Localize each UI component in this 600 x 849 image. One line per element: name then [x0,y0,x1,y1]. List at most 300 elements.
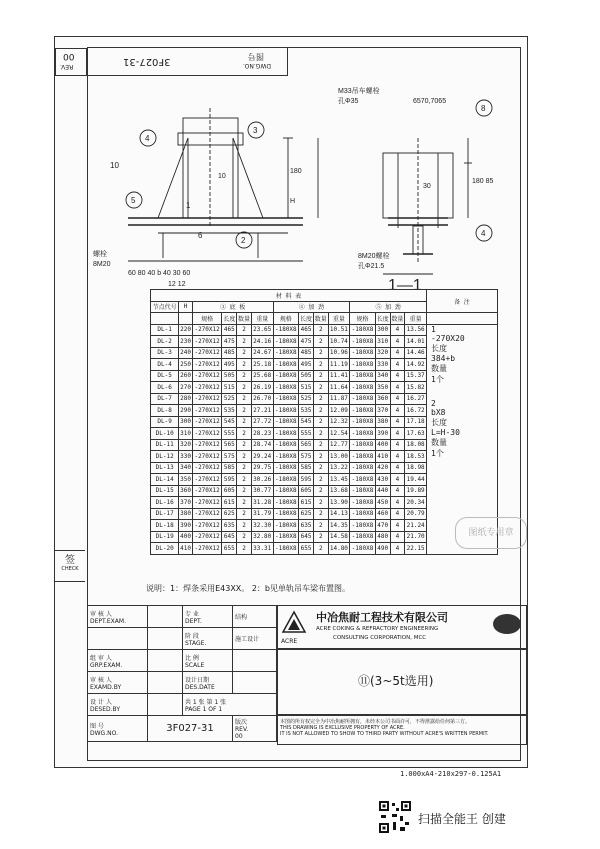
scanner-footer: 扫描全能王 创建 [418,812,506,826]
table-cell: 30.77 [251,485,273,497]
table-cell: -180X8 [273,416,299,428]
table-cell: -180X8 [350,485,376,497]
table-cell: 26.70 [251,393,273,405]
dwgno-cn: 图 号 [90,722,104,730]
paper-size: 1.000xA4-210x297-0.125A1 [400,770,502,778]
remark-item2-qty: 1个 [431,448,444,458]
stage-en: STAGE. [185,639,207,647]
table-cell: DL-1 [151,324,179,336]
check-block [55,550,85,582]
table-cell: 10.51 [328,324,350,336]
table-cell: 330 [375,359,390,371]
table-cell: -270X12 [192,393,222,405]
table-cell: 480 [375,531,390,543]
table-cell: -180X8 [273,370,299,382]
material-table [150,289,498,555]
table-cell: 525 [222,393,237,405]
remark-item2-len-label: 长度 [431,417,447,427]
table-cell: 515 [222,382,237,394]
table-cell: -180X8 [273,336,299,348]
table-cell: -270X12 [192,370,222,382]
stiffener-left [158,138,188,218]
page-en: PAGE 1 OF 1 [185,705,223,713]
table-cell: 4 [390,508,405,520]
header-rev-box [55,48,87,76]
table-cell: 340 [179,462,192,474]
table-cell: 4 [390,359,405,371]
table-cell: 360 [375,393,390,405]
table-cell: -180X8 [350,428,376,440]
table-cell: -180X8 [273,428,299,440]
table-cell: 4 [390,451,405,463]
subhead-cell: 数量 [237,313,252,325]
table-cell: 18.08 [405,439,427,451]
table-cell: 4 [390,416,405,428]
table-cell: 4 [390,474,405,486]
table-cell: 450 [375,497,390,509]
table-cell: 12.54 [328,428,350,440]
table-cell: 400 [375,439,390,451]
table-cell: 460 [375,508,390,520]
copyright-en2: IT IS NOT ALLOWED TO SHOW TO THIRD PARTY WITHOUT ACRE'S WRITTEN PERMIT. [280,731,489,737]
table-cell: 21.70 [405,531,427,543]
subhead-h [179,313,192,325]
table-cell: -180X8 [350,416,376,428]
remark-item2-no: 2 [431,398,436,408]
section-callout-4: 4 [481,229,486,238]
table-cell: 2 [313,543,328,555]
remark-item1-len-label: 长度 [431,343,447,353]
table-cell: 2 [313,451,328,463]
table-cell: 2 [237,405,252,417]
table-cell: 2 [237,393,252,405]
table-cell: 495 [299,359,314,371]
table-cell: DL-14 [151,474,179,486]
remark-item2-spec: bX8 [431,407,446,417]
callout-3: 3 [253,126,258,135]
table-cell: 13.22 [328,462,350,474]
drawing-title: ⑪(3~5t选用) [358,674,434,688]
qr-code-icon [378,800,412,834]
table-cell: DL-20 [151,543,179,555]
subhead-node [151,313,179,325]
table-cell: 4 [390,462,405,474]
table-cell: 465 [299,324,314,336]
table-cell: -270X12 [192,531,222,543]
table-cell: 615 [299,497,314,509]
table-cell: 28.74 [251,439,273,451]
table-cell: -180X8 [273,347,299,359]
dims-bottom: 60 80 40 b 40 30 60 [128,270,191,277]
table-cell: 2 [237,543,252,555]
table-cell: -180X8 [350,405,376,417]
table-cell: 595 [222,474,237,486]
table-cell: 4 [390,543,405,555]
copyright-block [277,715,527,745]
table-cell: 2 [237,324,252,336]
date-en: DES.DATE [185,683,215,691]
table-cell: 10.96 [328,347,350,359]
group3-header: ③ 底 板 [192,301,273,313]
table-cell: 475 [222,336,237,348]
table-cell: 2 [313,520,328,532]
subhead-cell: 数量 [390,313,405,325]
table-cell: 485 [299,347,314,359]
table-cell: 11.19 [328,359,350,371]
table-cell: 4 [390,428,405,440]
table-cell: 565 [299,439,314,451]
table-cell: 30.26 [251,474,273,486]
stamp-icon: 图纸专用章 [455,517,527,549]
table-cell: 645 [299,531,314,543]
table-cell: 4 [390,405,405,417]
table-cell: 2 [313,370,328,382]
table-cell: 320 [375,347,390,359]
table-cell: 2 [313,336,328,348]
table-cell: 20.34 [405,497,427,509]
table-cell: 4 [390,336,405,348]
subhead-cell: 规格 [350,313,376,325]
table-cell: -270X12 [192,405,222,417]
subhead-remarks [427,313,498,325]
col-h: H [179,301,192,313]
table-cell: 27.21 [251,405,273,417]
date-cn: 设计日期 [185,676,210,684]
table-cell: 18.98 [405,462,427,474]
table-cell: 21.24 [405,520,427,532]
remark-item2-len: L=H-30 [431,427,460,437]
table-cell: 17.63 [405,428,427,440]
table-cell: 2 [237,347,252,359]
table-cell: 390 [375,428,390,440]
table-cell: -180X8 [350,531,376,543]
table-title: 材 料 表 [151,290,427,302]
table-cell: -180X8 [350,336,376,348]
table-cell: 645 [222,531,237,543]
table-cell: 370 [179,497,192,509]
table-cell: 290 [179,405,192,417]
dept-en: DEPT. [185,617,202,625]
table-cell: -180X8 [273,474,299,486]
table-cell: 280 [179,393,192,405]
table-cell: -180X8 [273,405,299,417]
table-cell: -180X8 [273,324,299,336]
table-cell: 12.77 [328,439,350,451]
table-cell: -270X12 [192,520,222,532]
table-cell: -270X12 [192,439,222,451]
table-cell: 22.15 [405,543,427,555]
table-cell: 555 [222,428,237,440]
table-row [151,324,498,336]
table-cell: -180X8 [350,462,376,474]
callout-10: 10 [110,161,119,170]
section-dims-top: 6570,7065 [413,98,447,105]
table-cell: 24.16 [251,336,273,348]
table-cell: 635 [222,520,237,532]
remark-item1-qty-label: 数量 [431,363,447,373]
table-cell: 605 [299,485,314,497]
logo-text: ACRE [281,638,298,645]
table-cell: 535 [299,405,314,417]
section-hole: 孔Φ35 [338,98,359,105]
table-cell: 320 [179,439,192,451]
drawing-title-block [277,649,527,715]
table-cell: 340 [375,370,390,382]
table-cell: -180X8 [350,497,376,509]
table-cell: 380 [179,508,192,520]
table-cell: 27.72 [251,416,273,428]
detail-drawing [88,78,520,298]
subhead-cell: 长度 [222,313,237,325]
remark-item1-spec: -270X20 [431,333,465,343]
table-cell: 545 [299,416,314,428]
table-cell: 330 [179,451,192,463]
table-cell: 4 [390,393,405,405]
subhead-cell: 重量 [251,313,273,325]
table-cell: -270X12 [192,451,222,463]
grp-cn: 组 审 人 [90,654,112,662]
table-cell: 2 [237,416,252,428]
table-cell: 31.79 [251,508,273,520]
table-cell: 33.31 [251,543,273,555]
table-cell: 250 [179,359,192,371]
table-cell: 350 [179,474,192,486]
table-cell: 25.18 [251,359,273,371]
table-cell: DL-11 [151,439,179,451]
table-cell: 13.68 [328,485,350,497]
signature-table [87,605,277,742]
stage-val: 施工设计 [235,636,260,643]
table-cell: -180X8 [350,508,376,520]
table-cell: 585 [299,462,314,474]
table-cell: -180X8 [350,324,376,336]
table-cell: 585 [222,462,237,474]
scale-en: SCALE [185,661,205,669]
table-cell: 2 [237,462,252,474]
remark-item1-len: 384+b [431,353,456,363]
callout-6: 6 [198,231,203,240]
table-cell: 14.46 [405,347,427,359]
table-cell: 16.27 [405,393,427,405]
table-cell: DL-18 [151,520,179,532]
copyright-cn: 本图的所有权完全为中冶焦耐所拥有，未经本公司书面许可，不得泄露给任何第三方。 [280,719,471,725]
drawing-sheet [54,36,528,768]
table-cell: 220 [179,324,192,336]
section-anchor-hole: 孔Φ21.5 [358,263,385,270]
table-cell: 2 [313,474,328,486]
table-cell: -180X8 [350,359,376,371]
table-cell: -180X8 [350,347,376,359]
table-cell: 14.80 [328,543,350,555]
table-cell: 16.72 [405,405,427,417]
table-cell: DL-15 [151,485,179,497]
table-cell: 410 [179,543,192,555]
table-cell: DL-2 [151,336,179,348]
table-cell: 23.65 [251,324,273,336]
table-cell: 2 [313,428,328,440]
table-cell: 470 [375,520,390,532]
table-cell: 2 [313,531,328,543]
table-cell: 350 [375,382,390,394]
table-cell: 360 [179,485,192,497]
table-cell: 14.92 [405,359,427,371]
table-cell: 605 [222,485,237,497]
table-cell: -270X12 [192,359,222,371]
table-cell: -270X12 [192,416,222,428]
table-cell: DL-5 [151,370,179,382]
table-cell: 515 [299,382,314,394]
table-cell: -180X8 [273,531,299,543]
table-cell: 380 [375,416,390,428]
section-anchor: 8M20螺栓 [358,253,390,260]
table-cell: 4 [390,520,405,532]
table-cell: DL-16 [151,497,179,509]
table-cell: -180X8 [350,370,376,382]
table-cell: -270X12 [192,336,222,348]
table-cell: DL-8 [151,405,179,417]
header-dwg-no: 3F027-31 [123,56,171,67]
table-cell: -180X8 [350,543,376,555]
table-cell: 465 [222,324,237,336]
mcc-logo-icon [493,614,521,634]
company-block [277,605,527,649]
callout-2: 2 [241,236,246,245]
page-cn: 共 1 张 第 1 张 [185,698,227,706]
table-cell: -180X8 [350,520,376,532]
table-cell: -270X12 [192,428,222,440]
table-cell: 4 [390,531,405,543]
table-cell: -180X8 [273,462,299,474]
table-cell: -180X8 [350,439,376,451]
table-cell: 2 [237,359,252,371]
header-dwg-label-cn: 图号 [248,52,264,61]
table-cell: -180X8 [273,439,299,451]
table-cell: 2 [237,428,252,440]
table-cell: 28.23 [251,428,273,440]
table-cell: 15.37 [405,370,427,382]
table-cell: 4 [390,439,405,451]
table-cell: -180X8 [273,497,299,509]
remarks-header: 备 注 [427,290,498,313]
table-cell: 26.19 [251,382,273,394]
designer-cn: 设 计 人 [90,698,112,706]
check-label-en: CHECK [61,566,79,572]
table-cell: DL-19 [151,531,179,543]
table-cell: -180X8 [273,382,299,394]
exam-en: EXAMD.BY [90,683,122,691]
table-cell: -270X12 [192,497,222,509]
table-cell: 475 [299,336,314,348]
table-cell: 2 [237,451,252,463]
exam-cn: 审 核 人 [90,676,112,684]
header-rev-label: REV. [60,63,74,70]
table-cell: 14.58 [328,531,350,543]
header-rev-value: 00 [63,51,75,61]
table-cell: -180X8 [273,393,299,405]
table-cell: 2 [237,439,252,451]
subhead-cell: 规格 [273,313,299,325]
table-cell: -270X12 [192,474,222,486]
table-cell: 2 [237,474,252,486]
rev-en: REV. [235,726,249,733]
table-cell: 2 [313,382,328,394]
stiffener-right [233,138,263,218]
remark-item1-qty: 1个 [431,374,444,384]
table-cell: 410 [375,451,390,463]
table-cell: 14.13 [328,508,350,520]
table-cell: -270X12 [192,347,222,359]
table-cell: 11.41 [328,370,350,382]
table-cell: 2 [313,416,328,428]
table-cell: -180X8 [273,508,299,520]
table-cell: 565 [222,439,237,451]
table-cell: DL-3 [151,347,179,359]
subhead-cell: 重量 [328,313,350,325]
callout-5: 5 [131,196,136,205]
stage-cn: 阶 段 [185,632,199,640]
table-cell: 13.00 [328,451,350,463]
table-cell: 485 [222,347,237,359]
remark-item1-no: 1 [431,324,436,334]
table-cell: 505 [222,370,237,382]
subhead-cell: 规格 [192,313,222,325]
table-cell: 13.56 [405,324,427,336]
table-cell: 11.87 [328,393,350,405]
table-cell: 370 [375,405,390,417]
table-cell: 300 [375,324,390,336]
table-cell: 2 [237,520,252,532]
table-cell: DL-4 [151,359,179,371]
table-cell: 595 [299,474,314,486]
table-cell: 4 [390,370,405,382]
table-cell: 15.82 [405,382,427,394]
table-cell: 635 [299,520,314,532]
table-cell: 32.30 [251,520,273,532]
table-cell: -180X8 [273,359,299,371]
subhead-cell: 数量 [313,313,328,325]
table-cell: -270X12 [192,543,222,555]
general-note: 说明：1：焊条采用E43XX。 2：b见单轨吊车梁布置图。 [146,584,350,593]
table-cell: -180X8 [273,451,299,463]
table-cell: -180X8 [350,451,376,463]
company-cn: 中冶焦耐工程技术有限公司 [316,611,448,624]
rev-val: 00 [235,733,243,740]
table-cell: -180X8 [350,474,376,486]
table-cell: 12.09 [328,405,350,417]
section-dims-right: 180 85 [472,178,494,185]
table-cell: 270 [179,382,192,394]
table-cell: 14.35 [328,520,350,532]
table-cell: 32.80 [251,531,273,543]
table-cell: 575 [222,451,237,463]
callout-1: 1 [186,201,191,210]
section-callout-8: 8 [481,104,486,113]
anchor-label: 螺栓 [93,251,107,258]
table-cell: 4 [390,324,405,336]
callout-4: 4 [145,134,150,143]
acre-logo-icon [281,610,307,636]
table-cell: -270X12 [192,462,222,474]
designer-en: DESED.BY [90,705,120,713]
table-cell: 2 [313,462,328,474]
section-top-label: M33吊车螺栓 [338,88,380,95]
table-cell: 4 [390,497,405,509]
table-cell: -270X12 [192,382,222,394]
table-cell: 31.28 [251,497,273,509]
header-dwgno-box [88,48,288,76]
table-cell: 18.53 [405,451,427,463]
dim-180: 180 [290,168,302,175]
